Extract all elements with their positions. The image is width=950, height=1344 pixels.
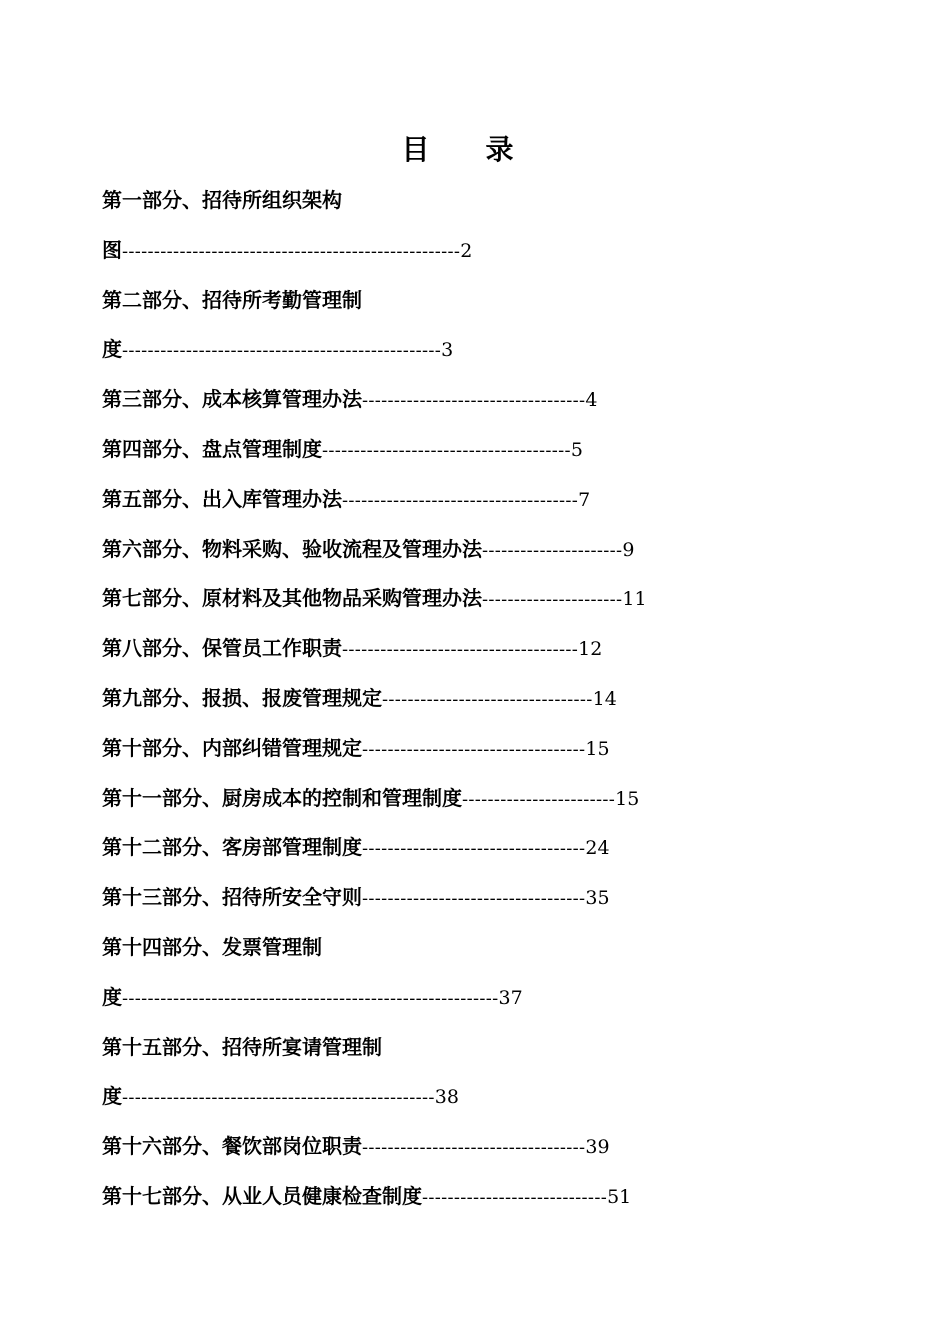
toc-leader-dots: ----------------------------- [422,1186,608,1208]
toc-line[interactable] [102,475,647,525]
toc-line[interactable] [102,1172,647,1222]
toc-page-number: 35 [585,887,610,910]
toc-line[interactable] [102,873,647,923]
toc-leader-dots: ---------------------- [482,539,623,561]
toc-line[interactable] [102,923,647,973]
toc-entry-text: 第八部分、保管员工作职责 [102,636,342,661]
toc-entry-text: 第二部分、招待所考勤管理制 [102,287,362,312]
toc-page-number: 12 [578,638,603,661]
title-char-2: 录 [485,133,514,166]
toc-line[interactable] [102,574,647,624]
toc-page-number: 51 [607,1185,632,1208]
title-char-1: 目 [401,133,430,166]
toc-page-number: 39 [585,1136,610,1159]
toc-line[interactable] [102,276,647,326]
toc-entry-text: 第十七部分、从业人员健康检查制度 [102,1183,422,1208]
toc-entry-text: 第十三部分、招待所安全守则 [102,885,362,910]
toc-line[interactable] [102,375,647,425]
toc-entry-text: 第十部分、内部纠错管理规定 [102,735,362,760]
toc-entry-text: 度 [102,1084,122,1109]
toc-page-number: 15 [615,787,640,810]
toc-page-number: 3 [441,339,454,362]
toc-line[interactable] [102,176,647,226]
toc-line[interactable] [102,1072,647,1122]
toc-leader-dots: ----------------------------------------------------- [122,240,461,262]
toc-leader-dots: -------------------------------------------------- [122,340,442,362]
toc-line[interactable] [102,823,647,873]
toc-line[interactable] [102,624,647,674]
toc-line[interactable] [102,226,647,276]
toc-leader-dots: ------------------------------------- [342,639,579,661]
toc-page-number: 11 [622,588,647,611]
toc-line[interactable] [102,973,647,1023]
toc-page-number: 9 [622,538,635,561]
toc-entry-text: 度 [102,337,122,362]
toc-entry-text: 第三部分、成本核算管理办法 [102,387,362,412]
toc-leader-dots: ---------------------- [482,589,623,611]
toc-page-number: 7 [578,488,591,511]
toc-page-number: 37 [498,986,523,1009]
toc-list [102,176,647,1222]
toc-page-number: 38 [434,1086,459,1109]
toc-leader-dots: ----------------------------------- [362,738,586,760]
toc-leader-dots: ------------------------ [462,788,616,810]
toc-entry-text: 第六部分、物料采购、验收流程及管理办法 [102,536,482,561]
toc-leader-dots: --------------------------------------- [322,439,571,461]
toc-leader-dots: ----------------------------------- [362,390,586,412]
toc-page-number: 2 [460,239,473,262]
toc-leader-dots: ------------------------------------------------- [122,1087,435,1109]
toc-title [0,128,915,172]
toc-entry-text: 图 [102,237,122,262]
toc-entry-text: 第十二部分、客房部管理制度 [102,835,362,860]
toc-leader-dots: ----------------------------------- [362,838,586,860]
toc-line[interactable] [102,1122,647,1172]
toc-line[interactable] [102,724,647,774]
toc-entry-text: 第四部分、盘点管理制度 [102,436,322,461]
toc-line[interactable] [102,325,647,375]
toc-entry-text: 第一部分、招待所组织架构 [102,188,342,212]
toc-entry-text: 第十五部分、招待所宴请管理制 [102,1034,382,1059]
toc-leader-dots: --------------------------------- [382,688,593,710]
toc-page-number: 4 [585,389,598,412]
toc-entry-text: 第十六部分、餐饮部岗位职责 [102,1134,362,1159]
toc-line[interactable] [102,525,647,575]
toc-leader-dots: ------------------------------------- [342,489,579,511]
toc-page-number: 14 [592,687,617,710]
toc-entry-text: 第七部分、原材料及其他物品采购管理办法 [102,586,482,611]
toc-entry-text: 第十四部分、发票管理制 [102,934,322,959]
toc-line[interactable] [102,774,647,824]
toc-leader-dots: ----------------------------------- [362,1137,586,1159]
toc-leader-dots: ----------------------------------- [362,888,586,910]
toc-entry-text: 第十一部分、厨房成本的控制和管理制度 [102,785,462,810]
toc-entry-text: 第九部分、报损、报废管理规定 [102,685,382,710]
toc-line[interactable] [102,425,647,475]
toc-page-number: 15 [585,737,610,760]
toc-page-number: 24 [585,837,610,860]
toc-leader-dots: ----------------------------------------------------------- [122,987,499,1009]
toc-entry-text: 度 [102,984,122,1009]
toc-line[interactable] [102,674,647,724]
toc-entry-text: 第五部分、出入库管理办法 [102,486,342,511]
toc-page-number: 5 [570,438,583,461]
toc-line[interactable] [102,1023,647,1073]
